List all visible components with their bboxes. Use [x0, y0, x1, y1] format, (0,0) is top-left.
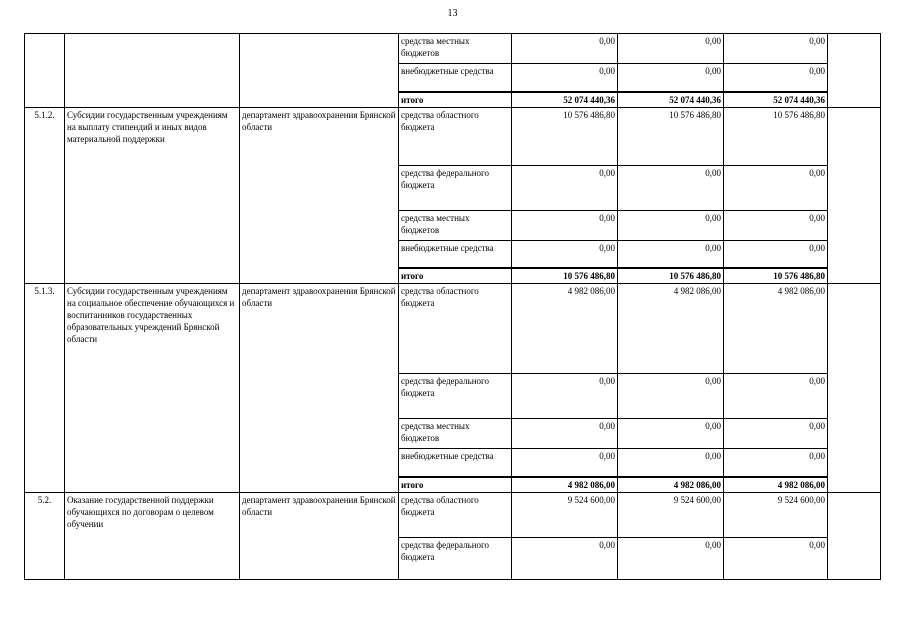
- funding-source-cell: средства областного бюджета: [399, 492, 512, 537]
- amount-year2-cell: 0,00: [618, 419, 724, 449]
- executor-cell: [240, 34, 399, 108]
- item-name-cell: Субсидии государственным учреждениям на социальное обеспечение обучающихся и воспитанников государственных образовательных учреждений Брянской области: [65, 284, 240, 493]
- amount-year2-cell: 0,00: [618, 240, 724, 268]
- table-row: [25, 492, 881, 537]
- funding-source-cell: средства местных бюджетов: [399, 210, 512, 240]
- amount-year1-cell: 0,00: [512, 537, 618, 579]
- amount-year2-cell: 10 576 486,80: [618, 107, 724, 165]
- amount-year2-cell: 0,00: [618, 449, 724, 477]
- amount-year1-cell: 10 576 486,80: [512, 268, 618, 284]
- funding-source-cell: средства федерального бюджета: [399, 165, 512, 210]
- amount-year3-cell: 9 524 600,00: [724, 492, 828, 537]
- funding-source-cell: итого: [399, 92, 512, 108]
- item-name-cell: Субсидии государственным учреждениям на выплату стипендий и иных видов материальной поддержки: [65, 107, 240, 284]
- table-row: [25, 284, 881, 374]
- funding-source-cell: средства федерального бюджета: [399, 374, 512, 419]
- notes-cell: [828, 284, 881, 493]
- amount-year2-cell: 4 982 086,00: [618, 477, 724, 493]
- amount-year3-cell: 10 576 486,80: [724, 107, 828, 165]
- funding-source-cell: средства федерального бюджета: [399, 537, 512, 579]
- amount-year3-cell: 52 074 440,36: [724, 92, 828, 108]
- amount-year1-cell: 0,00: [512, 165, 618, 210]
- funding-source-cell: итого: [399, 477, 512, 493]
- item-code-cell: 5.1.3.: [25, 284, 65, 493]
- amount-year2-cell: 0,00: [618, 34, 724, 64]
- amount-year1-cell: 0,00: [512, 419, 618, 449]
- amount-year1-cell: 0,00: [512, 449, 618, 477]
- amount-year3-cell: 10 576 486,80: [724, 268, 828, 284]
- amount-year2-cell: 0,00: [618, 537, 724, 579]
- amount-year3-cell: 0,00: [724, 34, 828, 64]
- amount-year1-cell: 0,00: [512, 34, 618, 64]
- notes-cell: [828, 107, 881, 284]
- item-code-cell: 5.1.2.: [25, 107, 65, 284]
- amount-year3-cell: 4 982 086,00: [724, 477, 828, 493]
- table-row: [25, 107, 881, 165]
- table-row: [25, 34, 881, 64]
- amount-year2-cell: 4 982 086,00: [618, 284, 724, 374]
- page-number: 13: [447, 8, 458, 19]
- notes-cell: [828, 492, 881, 579]
- funding-source-cell: средства местных бюджетов: [399, 419, 512, 449]
- amount-year3-cell: 0,00: [724, 419, 828, 449]
- funding-source-cell: средства областного бюджета: [399, 284, 512, 374]
- executor-cell: департамент здравоохранения Брянской области: [240, 107, 399, 284]
- funding-source-cell: итого: [399, 268, 512, 284]
- amount-year1-cell: 4 982 086,00: [512, 284, 618, 374]
- amount-year3-cell: 0,00: [724, 240, 828, 268]
- funding-source-cell: средства местных бюджетов: [399, 34, 512, 64]
- amount-year2-cell: 10 576 486,80: [618, 268, 724, 284]
- amount-year1-cell: 0,00: [512, 240, 618, 268]
- amount-year2-cell: 52 074 440,36: [618, 92, 724, 108]
- amount-year3-cell: 0,00: [724, 165, 828, 210]
- amount-year3-cell: 0,00: [724, 210, 828, 240]
- funding-source-cell: внебюджетные средства: [399, 64, 512, 92]
- executor-cell: департамент здравоохранения Брянской области: [240, 492, 399, 579]
- amount-year1-cell: 4 982 086,00: [512, 477, 618, 493]
- amount-year3-cell: 4 982 086,00: [724, 284, 828, 374]
- amount-year2-cell: 0,00: [618, 210, 724, 240]
- amount-year3-cell: 0,00: [724, 449, 828, 477]
- executor-cell: департамент здравоохранения Брянской области: [240, 284, 399, 493]
- amount-year2-cell: 0,00: [618, 64, 724, 92]
- item-name-cell: Оказание государственной поддержки обучающихся по договорам о целевом обучении: [65, 492, 240, 579]
- notes-cell: [828, 34, 881, 108]
- amount-year1-cell: 0,00: [512, 374, 618, 419]
- amount-year2-cell: 9 524 600,00: [618, 492, 724, 537]
- item-name-cell: [65, 34, 240, 108]
- item-code-cell: 5.2.: [25, 492, 65, 579]
- amount-year3-cell: 0,00: [724, 537, 828, 579]
- amount-year2-cell: 0,00: [618, 165, 724, 210]
- item-code-cell: [25, 34, 65, 108]
- funding-source-cell: внебюджетные средства: [399, 449, 512, 477]
- funding-source-cell: средства областного бюджета: [399, 107, 512, 165]
- amount-year1-cell: 10 576 486,80: [512, 107, 618, 165]
- amount-year3-cell: 0,00: [724, 374, 828, 419]
- amount-year1-cell: 9 524 600,00: [512, 492, 618, 537]
- funding-source-cell: внебюджетные средства: [399, 240, 512, 268]
- amount-year1-cell: 0,00: [512, 210, 618, 240]
- amount-year3-cell: 0,00: [724, 64, 828, 92]
- budget-table: [24, 33, 881, 580]
- amount-year1-cell: 52 074 440,36: [512, 92, 618, 108]
- amount-year2-cell: 0,00: [618, 374, 724, 419]
- amount-year1-cell: 0,00: [512, 64, 618, 92]
